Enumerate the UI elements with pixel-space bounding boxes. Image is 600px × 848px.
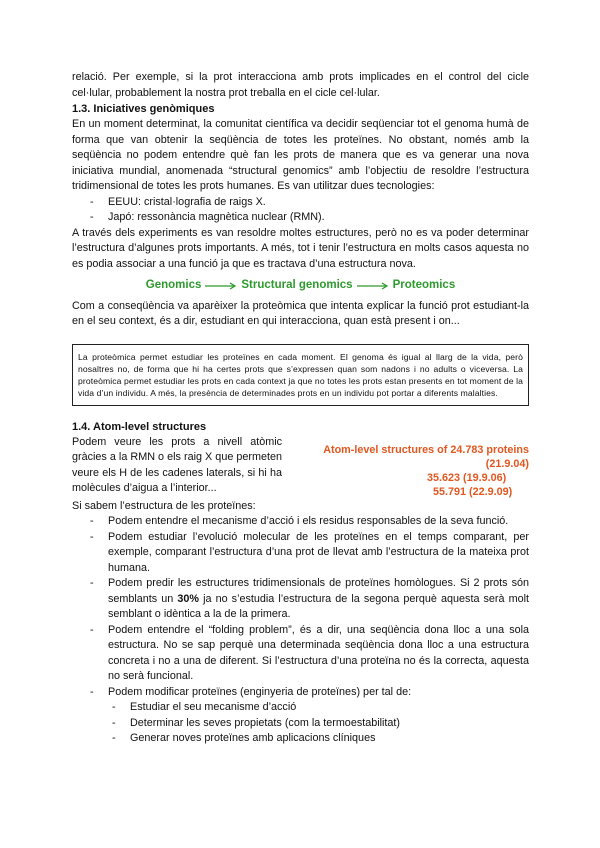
- section-1-3-paragraph-1: En un moment determinat, la comunitat científica va decidir seqüenciar tot el genoma humà de forma que van obtenir la seqüència de totes les proteïnes. No obstant, només amb la seqüència no podem entendre què fan les prots de manera que es va generar una nova iniciativa mundial, anomenada “structural genomics” amb l’objectiu de resoldre l’estructura tridimensional de totes les prots humanes. Es van utilitzar dues tecnologies:: [72, 118, 529, 192]
- engineering-item: - Estudiar el seu mecanisme d’acció: [112, 700, 529, 716]
- stats-line: 55.791 (22.9.09): [433, 485, 513, 498]
- proteomics-note-box: La proteòmica permet estudiar les proteïnes en cada moment. El genoma és igual al llarg de la vida, però nosaltres no, de forma que hi ha certes prots que s’expressen quan som nadons i no adults o viceversa. La proteòmica permet estudiar les prots en cada context ja que no totes les prots estan presents en tot moment de la vida d’un individu. A més, la presència de determinades prots en un individu pot portar a diferents malalties.: [72, 344, 529, 406]
- benefit-text: Podem predir les estructures tridimensionals de proteïnes homòlogues. Si 2 prots són semblants un: [108, 577, 529, 605]
- technology-item: - EEUU: cristal·lografia de raigs X.: [90, 195, 529, 211]
- protein-engineering-list: [72, 700, 529, 747]
- structure-benefits-list: [72, 514, 529, 700]
- right-arrow-icon: [204, 281, 238, 291]
- atom-level-section: [72, 435, 529, 499]
- right-arrow-icon: [356, 281, 390, 291]
- benefit-item: [90, 576, 529, 623]
- engineering-item: - Generar noves proteïnes amb aplicacions clíniques: [112, 731, 529, 747]
- section-1-4-heading: 1.4. Atom-level structures: [72, 420, 207, 433]
- flow-step-genomics: Genomics: [145, 279, 202, 291]
- intro-paragraph: relació. Per exemple, si la prot interacciona amb prots implicades en el control del cicle cel·lular, probablement la nostra prot treballa en el cicle cel·lular.: [72, 71, 529, 99]
- section-1-3-paragraph-3: Com a conseqüència va aparèixer la proteòmica que intenta explicar la funció prot estudiant-la en el seu context, és a dir, estudiant en qui interacciona, quan està present i on...: [72, 299, 529, 327]
- benefit-item: - Podem entendre el mecanisme d’acció i els residus responsables de la seva funció.: [90, 514, 529, 530]
- section-1-4-lead: Si sabem l’estructura de les proteïnes:: [72, 499, 256, 512]
- stats-line: Atom-level structures of 24.783 proteins (21.9.04): [323, 443, 529, 470]
- flow-step-proteomics: Proteomics: [392, 279, 456, 291]
- section-1-3-heading: 1.3. Iniciatives genòmiques: [72, 103, 215, 115]
- flow-step-structural-genomics: Structural genomics: [241, 279, 353, 291]
- section-1-4-paragraph-1: Podem veure les prots a nivell atòmic gràcies a la RMN o els raig X que permeten veure els H de les cadenes laterals, si hi ha molècules d’aigua a l’interior...: [72, 435, 282, 494]
- benefit-bold: 30%: [177, 592, 200, 605]
- section-1-3-paragraph-2: A través dels experiments es van resoldre moltes estructures, però no es va poder determinar l’estructura d’algunes prots importants. A més, tot i tenir l’estructura en molts casos aquesta no es podia associar a una funció ja que es tractava d’una estructura nova.: [72, 226, 529, 270]
- stats-line: 35.623 (19.9.06): [427, 471, 507, 484]
- document-page: [72, 70, 529, 747]
- genomics-flow-diagram: [72, 278, 529, 294]
- engineering-item: - Determinar les seves propietats (com la termoestabilitat): [112, 716, 529, 732]
- technology-item: - Japó: ressonància magnètica nuclear (RMN).: [90, 210, 529, 226]
- structure-stats: [292, 435, 529, 499]
- benefit-item: - Podem estudiar l’evolució molecular de les proteïnes en el temps comparant, per exemple, comparant l’estructura d’una prot de llevat amb l’estructura de la mateixa prot humana.: [90, 530, 529, 577]
- technologies-list: [72, 195, 529, 226]
- benefit-text: ja no s’estudia l’estructura de la segona perquè aquesta serà molt semblant o idèntica a la de la primera.: [108, 592, 530, 620]
- benefit-item: - Podem entendre el “folding problem”, és a dir, una seqüència dona lloc a una sola estructura. No se sap perquè una determinada seqüència dona lloc a una estructura concreta i no a una de diferent. Si l’estructura d’una proteïna no és la correcta, aquesta no serà funcional.: [90, 623, 529, 685]
- benefit-item: - Podem modificar proteïnes (enginyeria de proteïnes) per tal de:: [90, 685, 529, 701]
